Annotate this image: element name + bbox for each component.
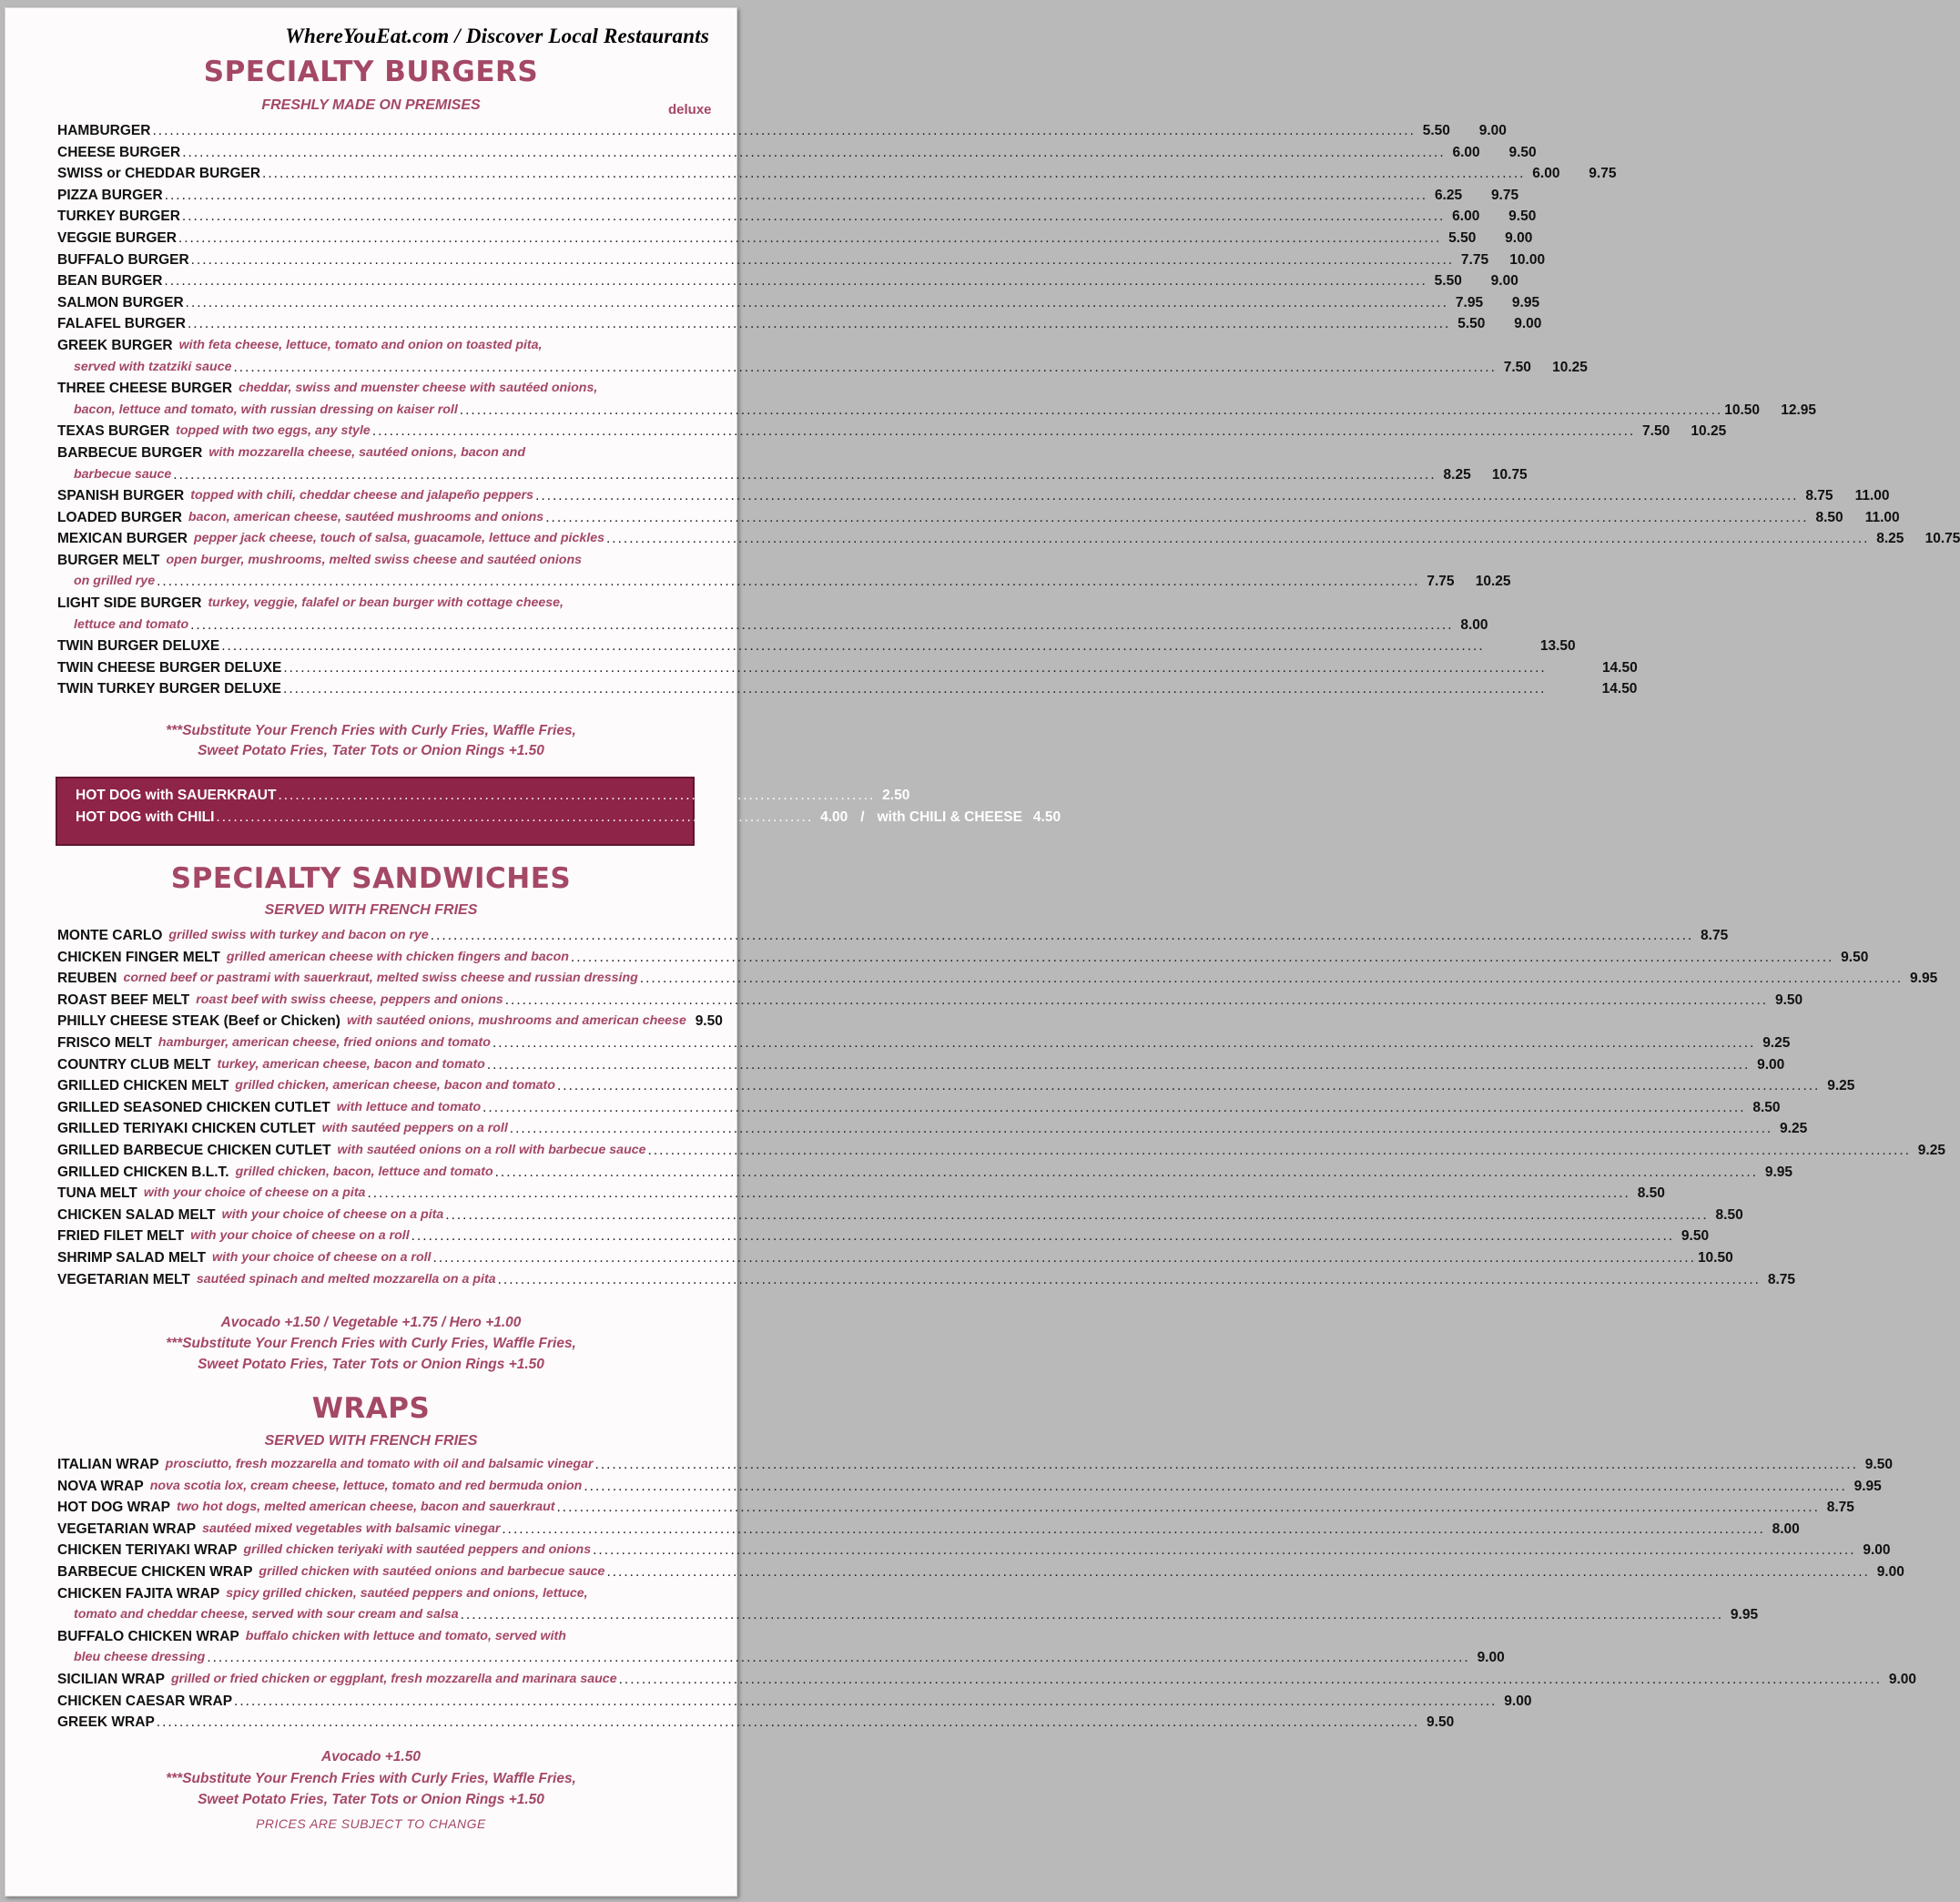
- hotdog-row-sauerkraut: [76, 785, 910, 807]
- site-header: WhereYouEat.com / Discover Local Restaurants: [285, 25, 709, 47]
- item-price-deluxe: 10.25: [1691, 423, 1727, 440]
- leader-dots: ............................................................................................................................................................................................................................: [182, 144, 1446, 160]
- leader-dots: ............................................................................................................................................................................................................................: [233, 359, 1497, 375]
- item-name: SHRIMP SALAD MELT: [57, 1249, 207, 1266]
- item-name: VEGETARIAN MELT: [57, 1271, 190, 1287]
- leader-dots: ............................................................................................................................................................................................................................: [584, 1478, 1847, 1494]
- item-name: CHICKEN CAESAR WRAP: [57, 1693, 233, 1709]
- item-description: tomato and cheddar cheese, served with sour cream and salsa: [74, 1607, 459, 1622]
- item-description: with sautéed peppers on a roll: [321, 1121, 508, 1136]
- burgers-fries-note-1: ***Substitute Your French Fries with Curly Fries, Waffle Fries,: [166, 723, 576, 738]
- menu-item-row: [57, 1691, 1532, 1713]
- deluxe-column-header: deluxe: [668, 102, 712, 117]
- item-price-deluxe: 9.50: [1508, 209, 1537, 225]
- item-description: bleu cheese dressing: [74, 1650, 206, 1665]
- menu-item-row: [57, 1118, 1808, 1140]
- item-name: CHICKEN FAJITA WRAP: [57, 1585, 220, 1602]
- burgers-subtitle: FRESHLY MADE ON PREMISES: [261, 97, 481, 113]
- item-name: SALMON BURGER: [57, 294, 184, 310]
- menu-item-row: [57, 1540, 1891, 1561]
- item-price: 8.25: [1443, 466, 1471, 483]
- item-description: topped with chili, cheddar cheese and jalapeño peppers: [190, 488, 534, 503]
- item-price-deluxe: 14.50: [1601, 659, 1638, 676]
- item-name: HOT DOG with SAUERKRAUT: [76, 788, 277, 803]
- item-price-deluxe: 10.25: [1552, 359, 1588, 375]
- item-name-chili-cheese: with CHILI & CHEESE: [877, 809, 1022, 825]
- item-price: 9.50: [1841, 949, 1869, 965]
- item-price: 6.00: [1452, 144, 1480, 160]
- menu-item-row: [57, 1647, 1505, 1669]
- sandwiches-subtitle: SERVED WITH FRENCH FRIES: [264, 902, 478, 918]
- item-price: 9.25: [1827, 1078, 1855, 1094]
- prices-footer: PRICES ARE SUBJECT TO CHANGE: [256, 1816, 486, 1831]
- leader-dots: ............................................................................................................................................................................................................................: [185, 294, 1449, 310]
- leader-dots: ............................................................................................................................................................................................................................: [190, 251, 1455, 268]
- menu-item-row: [57, 1604, 1759, 1626]
- leader-dots: ............................................................................................................................................................................................................................: [482, 1099, 1746, 1115]
- item-price: 9.50: [1864, 1457, 1893, 1472]
- menu-item-row: [57, 142, 1537, 164]
- item-price-deluxe: 9.00: [1505, 229, 1533, 246]
- item-description: grilled swiss with turkey and bacon on rye: [168, 928, 429, 942]
- leader-dots: ............................................................................................................................................................................................................................: [187, 316, 1451, 332]
- item-name: HOT DOG WRAP: [57, 1500, 170, 1516]
- menu-item-row: [57, 1583, 709, 1605]
- item-name: SPANISH BURGER: [57, 488, 185, 504]
- menu-item-row: [57, 571, 1511, 593]
- leader-dots: ............................................................................................................................................................................................................................: [509, 1121, 1773, 1137]
- item-price: 9.00: [1477, 1650, 1505, 1666]
- item-name: FRISCO MELT: [57, 1034, 152, 1051]
- leader-dots: ............................................................................................................................................................................................................................: [432, 1249, 1696, 1266]
- leader-dots: ........................................................................................................: [216, 809, 814, 825]
- menu-item-row: [57, 1454, 1893, 1476]
- item-price: 8.25: [1876, 531, 1904, 547]
- leader-dots: ............................................................................................................................................................................................................................: [606, 1563, 1870, 1580]
- menu-item-row: [57, 249, 1546, 271]
- item-name: GRILLED BARBECUE CHICKEN CUTLET: [57, 1142, 331, 1158]
- item-description: grilled chicken, american cheese, bacon and tomato: [235, 1078, 555, 1093]
- item-description: turkey, american cheese, bacon and tomato: [217, 1056, 485, 1072]
- item-price: 9.50: [1774, 992, 1803, 1008]
- item-price: 9.50: [1427, 1714, 1455, 1731]
- item-price-chili-cheese: 4.50: [1032, 809, 1061, 825]
- menu-item-row: [57, 1205, 1743, 1226]
- item-description: with lettuce and tomato: [336, 1099, 482, 1114]
- menu-item-row: [57, 1269, 1795, 1291]
- item-name: CHICKEN SALAD MELT: [57, 1206, 216, 1223]
- item-price: 10.50: [1697, 1249, 1733, 1266]
- leader-dots: ............................................................................................................................................................................................................................: [221, 638, 1485, 655]
- item-description: nova scotia lox, cream cheese, lettuce, tomato and red bermuda onion: [149, 1478, 583, 1493]
- item-description: with your choice of cheese on a roll: [190, 1228, 410, 1244]
- item-description: two hot dogs, melted american cheese, bacon and sauerkraut: [177, 1500, 555, 1515]
- item-price: 9.95: [1764, 1164, 1793, 1180]
- leader-dots: ............................................................................................................................................................................................................................: [556, 1078, 1821, 1094]
- burgers-title: SPECIALTY BURGERS: [203, 56, 539, 88]
- item-price: 8.50: [1637, 1185, 1665, 1202]
- sandwiches-fries-note-1: ***Substitute Your French Fries with Curly Fries, Waffle Fries,: [166, 1336, 576, 1351]
- item-price-deluxe: 13.50: [1539, 638, 1576, 655]
- item-description: roast beef with swiss cheese, peppers and onions: [196, 992, 503, 1007]
- item-price-deluxe: 10.25: [1475, 574, 1511, 590]
- leader-dots: ............................................................................................................................................................................................................................: [556, 1500, 1820, 1516]
- menu-item-row: [57, 206, 1537, 228]
- item-description: corned beef or pastrami with sauerkraut, melted swiss cheese and russian dressing: [123, 971, 638, 986]
- menu-item-row: [57, 1497, 1854, 1519]
- menu-item-row: [57, 1476, 1882, 1498]
- item-price: 5.50: [1457, 316, 1486, 332]
- leader-dots: ............................................................................................................................................................................................................................: [411, 1228, 1675, 1245]
- item-description: grilled chicken with sautéed onions and barbecue sauce: [259, 1563, 605, 1579]
- leader-dots: ............................................................................................................................................................................................................................: [639, 971, 1904, 987]
- leader-dots: ............................................................................................................................................................................................................................: [152, 123, 1416, 138]
- leader-dots: ............................................................................................................................................................................................................................: [535, 488, 1799, 504]
- menu-item-row: [57, 378, 709, 400]
- burgers-fries-note-2: Sweet Potato Fries, Tater Tots or Onion Rings +1.50: [198, 743, 544, 758]
- menu-item-row: [57, 400, 1816, 422]
- leader-dots: ............................................................................................................................................................................................................................: [545, 509, 1809, 525]
- item-description: sautéed mixed vegetables with balsamic vinegar: [202, 1521, 501, 1536]
- item-name: TUNA MELT: [57, 1185, 137, 1202]
- menu-item-row: [57, 1075, 1855, 1097]
- item-price: 8.00: [1460, 616, 1488, 633]
- menu-item-row: [57, 1561, 1904, 1583]
- item-description: cheddar, swiss and muenster cheese with sautéed onions,: [239, 381, 598, 396]
- wraps-title: WRAPS: [311, 1392, 431, 1425]
- menu-item-row: [57, 678, 1638, 700]
- menu-item-row: [57, 1626, 709, 1648]
- item-name: REUBEN: [57, 971, 117, 987]
- item-name: BARBECUE CHICKEN WRAP: [57, 1563, 253, 1580]
- item-description: topped with two eggs, any style: [176, 423, 371, 439]
- leader-dots: ............................................................................................................................................................................................................................: [181, 209, 1446, 225]
- leader-dots: ............................................................................................................................................................................................................................: [283, 681, 1547, 697]
- leader-dots: ............................................................................................................................................................................................................................: [156, 1714, 1420, 1731]
- item-description: with mozzarella cheese, sautéed onions, bacon and: [208, 444, 526, 460]
- item-description: barbecue sauce: [74, 466, 172, 482]
- leader-dots: ............................................................................................................................................................................................................................: [367, 1185, 1630, 1202]
- item-description: served with tzatziki sauce: [74, 359, 232, 374]
- item-price: 7.95: [1455, 294, 1484, 310]
- item-price: 9.00: [1863, 1542, 1891, 1559]
- sandwiches-fries-note-2: Sweet Potato Fries, Tater Tots or Onion Rings +1.50: [198, 1357, 544, 1372]
- menu-item-row: [57, 1162, 1793, 1184]
- item-price-deluxe: 9.00: [1490, 273, 1518, 290]
- leader-dots: ............................................................................................................................................................................................................................: [445, 1206, 1709, 1223]
- leader-dots: ............................................................................................................................................................................................................................: [371, 423, 1636, 440]
- item-price-deluxe: 11.00: [1854, 488, 1890, 504]
- item-price: 4.00: [820, 809, 848, 825]
- leader-dots: ............................................................................................................................................................................................................................: [494, 1164, 1759, 1180]
- item-name: ITALIAN WRAP: [57, 1457, 159, 1472]
- item-price-deluxe: 9.50: [1508, 144, 1537, 160]
- item-price: 8.75: [1826, 1500, 1854, 1516]
- leader-dots: ............................................................................................................................................................................................................................: [178, 229, 1442, 246]
- item-name: CHICKEN FINGER MELT: [57, 949, 220, 965]
- sandwiches-addons-note: Avocado +1.50 / Vegetable +1.75 / Hero +1.00: [220, 1315, 522, 1330]
- item-description: grilled chicken, bacon, lettuce and tomato: [235, 1164, 493, 1179]
- item-price: 7.75: [1460, 251, 1489, 268]
- item-price: 9.00: [1876, 1563, 1904, 1580]
- menu-item-row: [57, 313, 1542, 335]
- item-name: LIGHT SIDE BURGER: [57, 595, 202, 612]
- item-description: bacon, american cheese, sautéed mushrooms and onions: [188, 509, 544, 524]
- menu-item-row: [57, 442, 709, 464]
- hotdog-box: [56, 777, 1061, 846]
- item-price: 8.50: [1752, 1099, 1781, 1115]
- menu-item-row: [57, 615, 1488, 636]
- item-name: BURGER MELT: [57, 552, 160, 568]
- item-name: GRILLED SEASONED CHICKEN CUTLET: [57, 1099, 330, 1115]
- item-price-deluxe: 9.75: [1490, 187, 1519, 203]
- wraps-fries-note-2: Sweet Potato Fries, Tater Tots or Onion Rings +1.50: [198, 1792, 544, 1807]
- hotdog-row-chili: [76, 807, 1061, 829]
- menu-item-row: [57, 968, 1938, 990]
- menu-item-row: [57, 550, 709, 572]
- item-name: GRILLED TERIYAKI CHICKEN CUTLET: [57, 1121, 316, 1137]
- item-price: 6.00: [1532, 166, 1560, 182]
- leader-dots: ............................................................................................................................................................................................................................: [570, 949, 1834, 965]
- item-price: 9.50: [695, 1013, 723, 1030]
- leader-dots: ............................................................................................................................................................................................................................: [486, 1056, 1751, 1073]
- leader-dots: ............................................................................................................................................................................................................................: [502, 1521, 1765, 1537]
- item-name: ROAST BEEF MELT: [57, 992, 190, 1008]
- menu-item-row: [57, 528, 1960, 550]
- menu-item-row: [57, 1669, 1917, 1691]
- item-description: prosciutto, fresh mozzarella and tomato with oil and balsamic vinegar: [165, 1457, 594, 1471]
- leader-dots: ............................................................................................................................................................................................................................: [173, 466, 1437, 483]
- item-name: VEGETARIAN WRAP: [57, 1521, 197, 1537]
- item-name: MEXICAN BURGER: [57, 531, 188, 547]
- menu-item-row: [57, 947, 1869, 969]
- item-name: VEGGIE BURGER: [57, 229, 177, 246]
- item-description: grilled or fried chicken or eggplant, fresh mozzarella and marinara sauce: [170, 1671, 617, 1686]
- item-description: spicy grilled chicken, sautéed peppers and onions, lettuce,: [226, 1585, 588, 1601]
- item-name: TURKEY BURGER: [57, 209, 180, 225]
- menu-item-row: [57, 593, 709, 615]
- item-price: 9.25: [1762, 1034, 1791, 1051]
- item-price: 8.50: [1815, 509, 1843, 525]
- item-description: with sautéed onions, mushrooms and american cheese: [346, 1013, 686, 1029]
- item-name: GREEK WRAP: [57, 1714, 155, 1731]
- item-price-deluxe: 9.75: [1589, 166, 1617, 182]
- leader-dots: ............................................................................................................................................................................................................................: [497, 1271, 1761, 1287]
- item-price: 7.75: [1427, 574, 1455, 590]
- item-name: BUFFALO BURGER: [57, 251, 189, 268]
- menu-page: [5, 7, 1960, 1897]
- leader-dots: ............................................................................................................................................................................................................................: [593, 1542, 1856, 1559]
- item-description: hamburger, american cheese, fried onions and tomato: [157, 1034, 491, 1050]
- item-description: with your choice of cheese on a roll: [212, 1249, 432, 1265]
- leader-dots: ............................................................................................................................................................................................................................: [164, 273, 1427, 290]
- item-name: GREEK BURGER: [57, 337, 173, 353]
- leader-dots: ........................................................................................................: [278, 788, 876, 803]
- item-name: HOT DOG with CHILI: [76, 809, 215, 825]
- item-price: 9.25: [1780, 1121, 1808, 1137]
- leader-dots: ............................................................................................................................................................................................................................: [460, 1607, 1724, 1623]
- item-description: with your choice of cheese on a pita: [143, 1185, 366, 1201]
- item-price: 8.75: [1701, 928, 1729, 943]
- menu-item-row: [57, 464, 1528, 486]
- wraps-subtitle: SERVED WITH FRENCH FRIES: [264, 1433, 478, 1449]
- wraps-addons-note: Avocado +1.50: [321, 1749, 421, 1765]
- item-price-deluxe: 11.00: [1864, 509, 1900, 525]
- leader-dots: ............................................................................................................................................................................................................................: [594, 1457, 1858, 1472]
- menu-item-row: [57, 485, 1890, 507]
- item-name: BARBECUE BURGER: [57, 444, 203, 461]
- leader-dots: ............................................................................................................................................................................................................................: [164, 187, 1428, 203]
- menu-item-row: [57, 1097, 1781, 1119]
- item-price: 9.50: [1681, 1228, 1710, 1245]
- menu-item-row: [57, 357, 1588, 379]
- wraps-fries-note-1: ***Substitute Your French Fries with Curly Fries, Waffle Fries,: [166, 1771, 576, 1786]
- item-price: 8.00: [1772, 1521, 1800, 1537]
- item-description: sautéed spinach and melted mozzarella on a pita: [196, 1271, 496, 1287]
- menu-item-row: [57, 1011, 723, 1032]
- item-name: CHICKEN TERIYAKI WRAP: [57, 1542, 238, 1559]
- item-price: 9.95: [1730, 1607, 1759, 1623]
- wraps-list: [57, 1454, 1917, 1734]
- item-price: 9.00: [1757, 1056, 1785, 1073]
- item-name: SWISS or CHEDDAR BURGER: [57, 166, 261, 182]
- item-name: LOADED BURGER: [57, 509, 182, 525]
- menu-item-row: [57, 185, 1519, 207]
- item-name: FALAFEL BURGER: [57, 316, 186, 332]
- item-price-deluxe: 9.95: [1511, 294, 1540, 310]
- sandwiches-list: [57, 925, 1945, 1290]
- item-price: 9.00: [1504, 1693, 1532, 1709]
- menu-item-row: [57, 1712, 1455, 1734]
- leader-dots: ............................................................................................................................................................................................................................: [157, 574, 1420, 590]
- item-description: lettuce and tomato: [74, 616, 189, 632]
- item-price-deluxe: 14.50: [1601, 681, 1638, 697]
- leader-dots: ............................................................................................................................................................................................................................: [459, 402, 1723, 418]
- item-price: 9.25: [1917, 1142, 1945, 1158]
- item-price-deluxe: 10.00: [1509, 251, 1546, 268]
- leader-dots: ............................................................................................................................................................................................................................: [283, 659, 1547, 676]
- item-name: SICILIAN WRAP: [57, 1671, 165, 1687]
- menu-item-row: [57, 1140, 1945, 1162]
- item-price: 9.95: [1853, 1478, 1882, 1494]
- item-description: with your choice of cheese on a pita: [221, 1206, 444, 1222]
- item-name: MONTE CARLO: [57, 928, 163, 943]
- item-name: THREE CHEESE BURGER: [57, 381, 233, 397]
- item-description: pepper jack cheese, touch of salsa, guacamole, lettuce and pickles: [193, 531, 604, 546]
- item-name: TWIN CHEESE BURGER DELUXE: [57, 659, 282, 676]
- item-price: 10.50: [1724, 402, 1760, 418]
- item-name: COUNTRY CLUB MELT: [57, 1056, 211, 1073]
- item-price: 7.50: [1642, 423, 1671, 440]
- item-name: BEAN BURGER: [57, 273, 163, 290]
- leader-dots: ............................................................................................................................................................................................................................: [605, 531, 1870, 547]
- item-price: 7.50: [1503, 359, 1531, 375]
- item-name: GRILLED CHICKEN MELT: [57, 1078, 229, 1094]
- menu-item-row: [57, 925, 1729, 947]
- menu-item-row: [57, 228, 1533, 249]
- item-price: 6.00: [1452, 209, 1480, 225]
- item-description: open burger, mushrooms, melted swiss cheese and sautéed onions: [166, 552, 583, 567]
- leader-dots: ............................................................................................................................................................................................................................: [504, 992, 1769, 1008]
- item-name: TEXAS BURGER: [57, 423, 170, 440]
- menu-item-row: [57, 270, 1518, 292]
- item-price-deluxe: 10.75: [1491, 466, 1528, 483]
- menu-item-row: [57, 507, 1900, 529]
- item-price-deluxe: 9.00: [1514, 316, 1542, 332]
- leader-dots: ............................................................................................................................................................................................................................: [234, 1693, 1498, 1709]
- item-price: 9.95: [1910, 971, 1938, 987]
- menu-item-row: [57, 1247, 1733, 1269]
- item-price: 6.25: [1434, 187, 1463, 203]
- menu-item-row: [57, 335, 709, 357]
- item-name: HAMBURGER: [57, 123, 151, 138]
- item-description: with sautéed onions on a roll with barbecue sauce: [337, 1142, 646, 1157]
- menu-item-row: [57, 1032, 1791, 1054]
- leader-dots: ............................................................................................................................................................................................................................: [492, 1034, 1756, 1051]
- item-price: 8.50: [1715, 1206, 1743, 1223]
- item-name: PHILLY CHEESE STEAK (Beef or Chicken): [57, 1013, 340, 1030]
- leader-dots: ............................................................................................................................................................................................................................: [618, 1671, 1883, 1687]
- menu-item-row: [57, 636, 1576, 657]
- item-description: bacon, lettuce and tomato, with russian dressing on kaiser roll: [74, 402, 458, 417]
- menu-item-row: [57, 657, 1638, 679]
- item-price: 8.75: [1767, 1271, 1795, 1287]
- item-description: buffalo chicken with lettuce and tomato, served with: [245, 1628, 566, 1643]
- burgers-list: [57, 120, 1960, 700]
- item-description: turkey, veggie, falafel or bean burger with cottage cheese,: [208, 595, 564, 611]
- menu-item-row: [57, 1226, 1710, 1247]
- item-price: 5.50: [1422, 123, 1450, 138]
- item-description: grilled american cheese with chicken fingers and bacon: [226, 949, 569, 964]
- item-price-deluxe: 10.75: [1924, 531, 1960, 547]
- separator: /: [860, 809, 865, 825]
- menu-item-row: [57, 990, 1803, 1012]
- menu-item-row: [57, 1183, 1665, 1205]
- item-description: with feta cheese, lettuce, tomato and onion on toasted pita,: [178, 337, 543, 352]
- leader-dots: ............................................................................................................................................................................................................................: [647, 1142, 1911, 1158]
- menu-item-row: [57, 120, 1507, 142]
- leader-dots: ............................................................................................................................................................................................................................: [190, 616, 1454, 633]
- item-name: TWIN TURKEY BURGER DELUXE: [57, 681, 282, 697]
- leader-dots: ............................................................................................................................................................................................................................: [430, 928, 1694, 943]
- item-price: 5.50: [1434, 273, 1462, 290]
- leader-dots: ............................................................................................................................................................................................................................: [207, 1650, 1470, 1666]
- menu-item-row: [57, 1054, 1785, 1076]
- item-name: NOVA WRAP: [57, 1478, 144, 1494]
- item-price: 2.50: [882, 788, 910, 803]
- menu-item-row: [57, 163, 1617, 185]
- menu-item-row: [57, 421, 1727, 442]
- item-name: CHEESE BURGER: [57, 144, 181, 160]
- item-name: GRILLED CHICKEN B.L.T.: [57, 1164, 229, 1180]
- item-price-deluxe: 12.95: [1781, 402, 1816, 418]
- item-description: on grilled rye: [74, 574, 156, 589]
- menu-item-row: [57, 1519, 1800, 1541]
- item-name: TWIN BURGER DELUXE: [57, 638, 220, 655]
- menu-item-row: [57, 292, 1540, 314]
- item-name: PIZZA BURGER: [57, 187, 163, 203]
- item-price: 8.75: [1805, 488, 1833, 504]
- item-price: 9.00: [1888, 1671, 1917, 1687]
- item-price-deluxe: 9.00: [1478, 123, 1507, 138]
- item-price: 5.50: [1448, 229, 1477, 246]
- item-name: BUFFALO CHICKEN WRAP: [57, 1628, 239, 1644]
- leader-dots: ............................................................................................................................................................................................................................: [262, 166, 1526, 182]
- item-name: FRIED FILET MELT: [57, 1228, 185, 1245]
- sandwiches-title: SPECIALTY SANDWICHES: [170, 862, 572, 895]
- item-description: grilled chicken teriyaki with sautéed peppers and onions: [243, 1542, 592, 1558]
